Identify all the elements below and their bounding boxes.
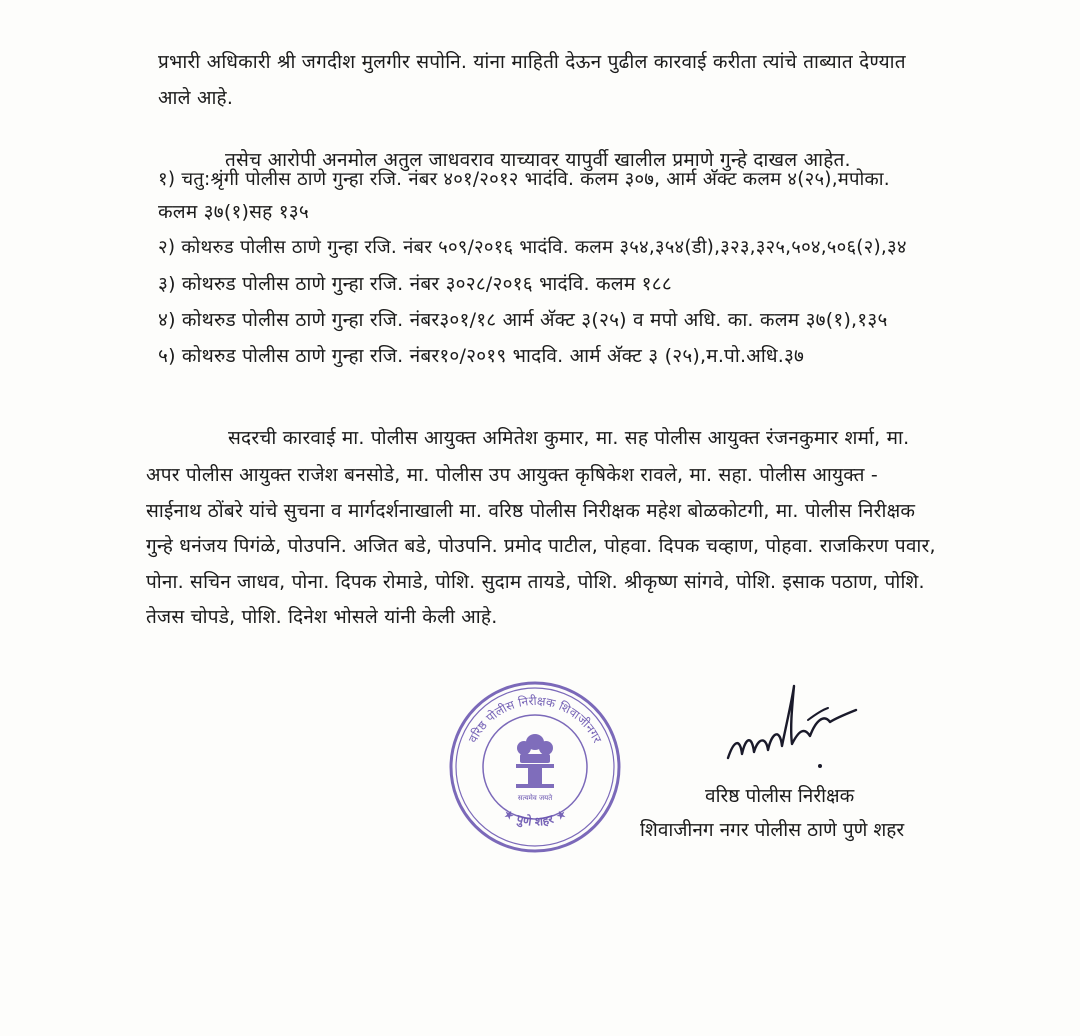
case-item-2: २) कोथरुड पोलीस ठाणे गुन्हा रजि. नंबर ५०९/२०१६ भादंवि. कलम ३५४,३५४(डी),३२३,३२५,५०४,५०६(२),३४ [158,237,907,258]
handwritten-signature [720,680,870,775]
seal-motto: सत्यमेव जयते [517,794,553,802]
paragraph-1-line-2: आले आहे. [158,87,234,109]
national-emblem-icon [516,734,554,788]
paragraph-3-line-5: पोना. सचिन जाधव, पोना. दिपक रोमाडे, पोशि. सुदाम तायडे, पोशि. श्रीकृष्ण सांगवे, पोशि. इसाक पठाण, पोशि. [146,571,925,593]
paragraph-3-line-1: सदरची कारवाई मा. पोलीस आयुक्त अमितेश कुमार, मा. सह पोलीस आयुक्त रंजनकुमार शर्मा, मा. [228,427,910,449]
official-seal [446,678,624,856]
case-item-3: ३) कोथरुड पोलीस ठाणे गुन्हा रजि. नंबर ३०२८/२०१६ भादंवि. कलम १८८ [158,273,672,295]
paragraph-3-line-3: साईनाथ ठोंबरे यांचे सुचना व मार्गदर्शनाखाली मा. वरिष्ठ पोलीस निरीक्षक महेश बोळकोटगी, मा. पोलीस निरीक्षक [146,500,916,522]
paragraph-3-line-2: अपर पोलीस आयुक्त राजेश बनसोडे, मा. पोलीस उप आयुक्त कृषिकेश रावले, मा. सहा. पोलीस आयुक्त - [146,464,878,486]
seal-bottom-text: ★ पुणे शहर ★ [500,806,570,829]
case-item-4: ४) कोथरुड पोलीस ठाणे गुन्हा रजि. नंबर३०१/१८ आर्म अ‍ॅक्ट ३(२५) व मपो अधि. का. कलम ३७(१),१३५ [158,309,888,331]
paragraph-3-line-6: तेजस चोपडे, पोशि. दिनेश भोसले यांनी केली आहे. [146,606,498,628]
paragraph-1-line-1: प्रभारी अधिकारी श्री जगदीश मुलगीर सपोनि. यांना माहिती देऊन पुढील कारवाई करीता त्यांचे ताब्यात देण्यात [158,51,906,73]
case-item-5: ५) कोथरुड पोलीस ठाणे गुन्हा रजि. नंबर१०/२०१९ भादवि. आर्म अ‍ॅक्ट ३ (२५),म.पो.अधि.३७ [158,345,805,367]
signatory-office: शिवाजीनग नगर पोलीस ठाणे पुणे शहर [640,819,905,841]
case-item-1-continued: कलम ३७(१)सह १३५ [158,201,309,223]
signatory-designation: वरिष्ठ पोलीस निरीक्षक [705,785,855,807]
paragraph-2-intro: तसेच आरोपी अनमोल अतुल जाधवराव याच्यावर यापुर्वी खालील प्रमाणे गुन्हे दाखल आहेत. [225,149,851,171]
case-item-1: १) चतु:श्रृंगी पोलीस ठाणे गुन्हा रजि. नंबर ४०१/२०१२ भादंवि. कलम ३०७, आर्म अ‍ॅक्ट कलम ४(२५),मपोका. [158,169,890,190]
seal-top-text: वरिष्ठ पोलीस निरीक्षक शिवाजीनगर [465,693,605,745]
paragraph-3-line-4: गुन्हे धनंजय पिगंळे, पोउपनि. अजित बडे, पोउपनि. प्रमोद पाटील, पोहवा. दिपक चव्हाण, पोहवा. राजकिरण पवार, [146,535,936,557]
